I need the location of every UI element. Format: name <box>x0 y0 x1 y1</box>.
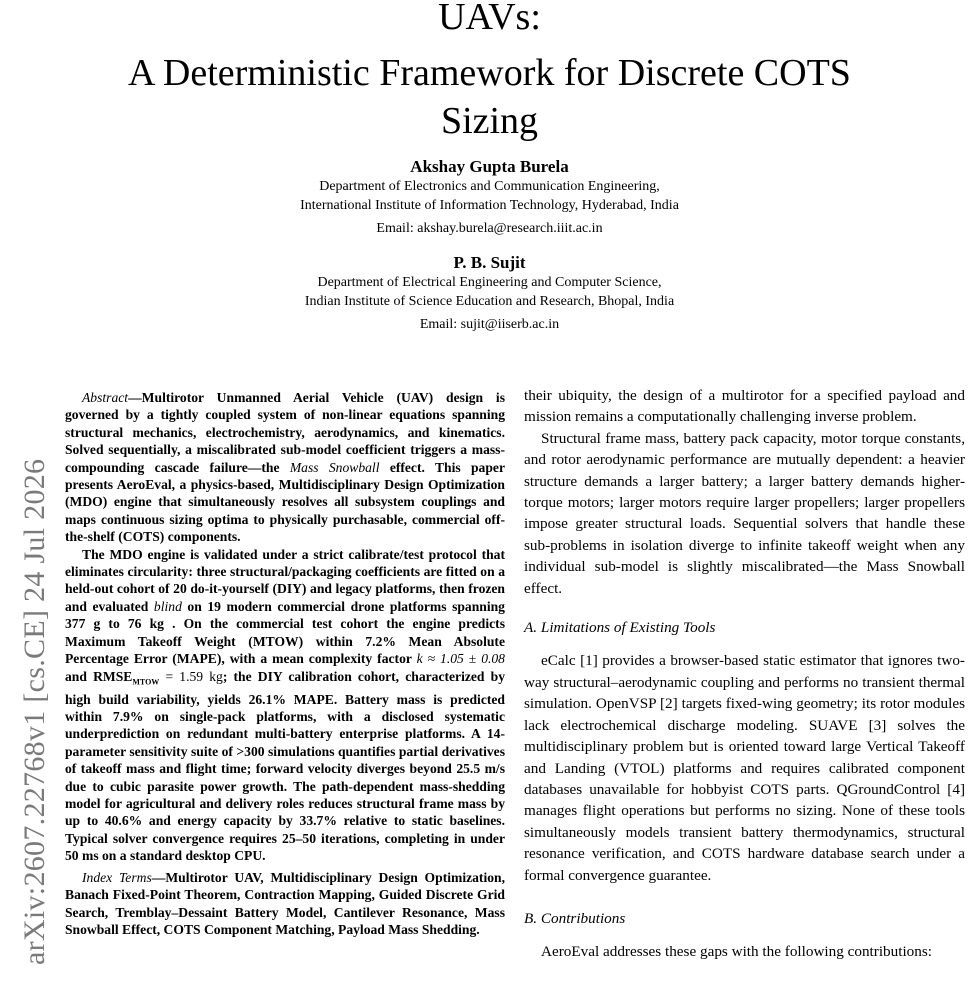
left-column <box>65 389 505 938</box>
body-paragraph: Structural frame mass, battery pack capacity, motor torque constants, and rotor aerodynamic performance are mutually dependent: a heavier structure demands a larger battery; a larger battery demands higher-torque motors; larger motors require larger propellers; larger propellers impose greater structural loads. Sequential solvers that handle these sub-problems in isolation diverge to infinite takeoff weight when any individual sub-model is slightly miscalibrated—the Mass Snowball effect. <box>524 429 965 597</box>
body-paragraph: AeroEval addresses these gaps with the following contributions: <box>541 943 932 961</box>
author-block-1 <box>0 157 979 238</box>
author-institution: Indian Institute of Science Education and Research, Bhopal, India <box>304 294 675 309</box>
abstract-text: ; the DIY calibration cohort, characterized by high build variability, yields 26.1% MAPE. Battery mass is predicted within 7.9% on single-pack platforms, with a disclosed systematic underprediction on redundant multi-battery enterprise platforms. A 14-parameter sensitivity suite of >300 simulations quantifies partial derivatives of takeoff mass and flight time; forward velocity diverges beyond 25.5 m/s due to cubic parasite power growth. The path-dependent mass-shedding model for agricultural and delivery roles reduces structural frame mass by up to 40.6% and energy capacity by 33.7% relative to static baselines. Typical solver convergence requires 25–50 iterations, completing in under 50 ms on a standard desktop CPU. <box>65 668 505 864</box>
arxiv-identifier <box>14 365 51 965</box>
abstract-emphasis: Mass Snowball <box>289 459 380 475</box>
rmse-subscript: MTOW <box>132 677 160 687</box>
author-department: Department of Electrical Engineering and Computer Science, <box>317 275 662 290</box>
abstract-paragraph-2 <box>65 546 505 865</box>
right-column <box>524 385 965 963</box>
section-heading-contributions: B. Contributions <box>524 909 626 927</box>
title-line-2: A Deterministic Framework for Discrete COTS <box>128 52 851 94</box>
abstract-text: The MDO engine is validated under a strict calibrate/test protocol that eliminates circularity: three structural/packaging coefficients are fitted on a held-out cohort of 20 do-it-yourself (DIY) and legacy platforms, then frozen and evaluated <box>65 546 505 614</box>
abstract-emphasis: blind <box>153 598 182 614</box>
index-terms <box>65 869 505 939</box>
section-heading-limitations: A. Limitations of Existing Tools <box>524 619 716 637</box>
author-institution: International Institute of Information Technology, Hyderabad, India <box>300 198 679 213</box>
abstract-label: Abstract <box>82 390 129 405</box>
arxiv-stamp-text: arXiv:2607.22768v1 [cs.CE] 24 Jul 2026 <box>18 458 51 965</box>
abstract-text: and RMSE <box>65 668 133 684</box>
title-line-3: Sizing <box>440 100 539 142</box>
author-email: Email: sujit@iiserb.ac.in <box>419 317 560 332</box>
author-department: Department of Electronics and Communication Engineering, <box>319 179 660 194</box>
abstract-text: —Multirotor Unmanned Aerial Vehicle (UAV) design is governed by a tightly coupled system of non-linear equations spanning structural mechanics, electrochemistry, aerodynamics, and kinematics. Solved sequentially, a miscalibrated sub-model coefficient triggers a mass-compounding cascade failure—the <box>65 390 505 475</box>
abstract-paragraph-1 <box>65 389 505 546</box>
rmse-math: = 1.59 kg <box>159 668 223 684</box>
index-terms-label: Index Terms <box>82 869 152 885</box>
author-name: P. B. Sujit <box>453 253 526 272</box>
author-email: Email: akshay.burela@research.iiit.ac.in <box>376 221 603 236</box>
body-paragraph: eCalc [1] provides a browser-based static estimator that ignores two-way structural–aerodynamic coupling and performs no transient thermal simulation. OpenVSP [2] targets fixed-wing geometry; its rotor modules lack electrochemical discharge modeling. SUAVE [3] solves the multidisciplinary problem but is oriented toward large Vertical Takeoff and Landing (VTOL) platforms and requires calibrated component databases unavailable for hobbyist COTS parts. QGroundControl [4] manages flight operations but performs no sizing. None of these tools simultaneously models transient battery thermodynamics, structural resonance verification, and COTS hardware database search under a formal convergence guarantee. <box>524 652 965 884</box>
complexity-factor-math: k ≈ 1.05 ± 0.08 <box>416 651 505 667</box>
author-name: Akshay Gupta Burela <box>410 157 569 176</box>
index-terms-text: —Multirotor UAV, Multidisciplinary Design Optimization, Banach Fixed-Point Theorem, Contraction Mapping, Guided Discrete Grid Search, Tremblay–Dessaint Battery Model, Cantilever Resonance, Mass Snowball Effect, COTS Component Matching, Payload Mass Shedding. <box>65 869 505 937</box>
author-block-2 <box>0 253 979 334</box>
body-paragraph: their ubiquity, the design of a multirotor for a specified payload and mission remains a computationally challenging inverse problem. <box>524 387 965 426</box>
abstract-text: on 19 modern commercial drone platforms spanning 377 g to 76 kg . On the commercial test cohort the engine predicts Maximum Takeoff Weight (MTOW) within 7.2% Mean Absolute Percentage Error (MAPE), with a mean complexity factor <box>65 598 505 667</box>
abstract-text: effect. This paper presents AeroEval, a physics-based, Multidisciplinary Design Optimization (MDO) engine that simultaneously resolves all subsystem couplings and maps continuous sizing optima to physically purchasable, commercial off-the-shelf (COTS) components. <box>65 459 505 545</box>
title-line-1: UAVs: <box>438 0 541 38</box>
